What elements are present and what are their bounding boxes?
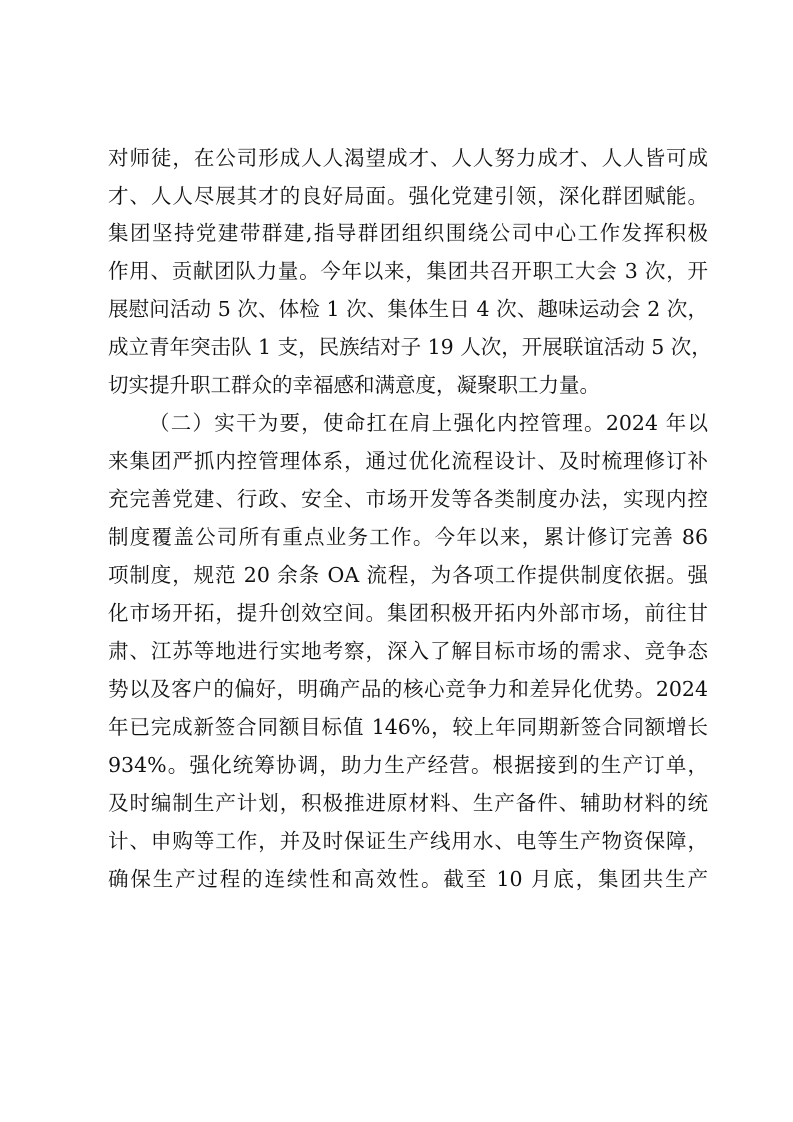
paragraph-line: 作用、贡献团队力量。今年以来，集团共召开职工大会 3 次，开 [108,259,708,283]
paragraph-line: 项制度，规范 20 余条 OA 流程，为各项工作提供制度依据。强 [108,563,708,587]
section-heading-line [149,406,708,440]
paragraph-line: 才、人人尽展其才的良好局面。强化党建引领，深化群团赋能。 [108,184,708,208]
paragraph-line: 确保生产过程的连续性和高效性。截至 10 月底，集团共生产 [108,867,708,891]
paragraph-line: 制度覆盖公司所有重点业务工作。今年以来，累计修订完善 86 [108,525,708,549]
paragraph-line: 肃、江苏等地进行实地考察，深入了解目标市场的需求、竞争态 [108,639,708,663]
paragraph-line: 及时编制生产计划，积极推进原材料、生产备件、辅助材料的统 [108,791,708,815]
paragraph-line: 计、申购等工作，并及时保证生产线用水、电等生产物资保障， [108,829,708,853]
paragraph-line: 年已完成新签合同额目标值 146%，较上年同期新签合同额增长 [108,715,708,739]
paragraph-line: 势以及客户的偏好，明确产品的核心竞争力和差异化优势。2024 [108,677,708,701]
paragraph-line: 展慰问活动 5 次、体检 1 次、集体生日 4 次、趣味运动会 2 次， [108,297,708,321]
section-heading: （二）实干为要，使命扛在肩上强化内控管理。 [149,411,606,435]
paragraph-line: 充完善党建、行政、安全、市场开发等各类制度办法，实现内控 [108,487,708,511]
paragraph-line: 对师徒，在公司形成人人渴望成才、人人努力成才、人人皆可成 [108,146,708,170]
paragraph-line: 集团坚持党建带群建,指导群团组织围绕公司中心工作发挥积极 [108,221,708,245]
paragraph-line: 成立青年突击队 1 支，民族结对子 19 人次，开展联谊活动 5 次， [108,335,712,359]
paragraph-line: 切实提升职工群众的幸福感和满意度，凝聚职工力量。 [108,373,600,397]
paragraph-line: 来集团严抓内控管理体系，通过优化流程设计、及时梳理修订补 [108,449,708,473]
paragraph-line: 934%。强化统筹协调，助力生产经营。根据接到的生产订单， [108,753,708,777]
section-heading-continuation: 2024 年以 [605,411,709,435]
paragraph-line: 化市场开拓，提升创效空间。集团积极开拓内外部市场，前往甘 [108,601,708,625]
